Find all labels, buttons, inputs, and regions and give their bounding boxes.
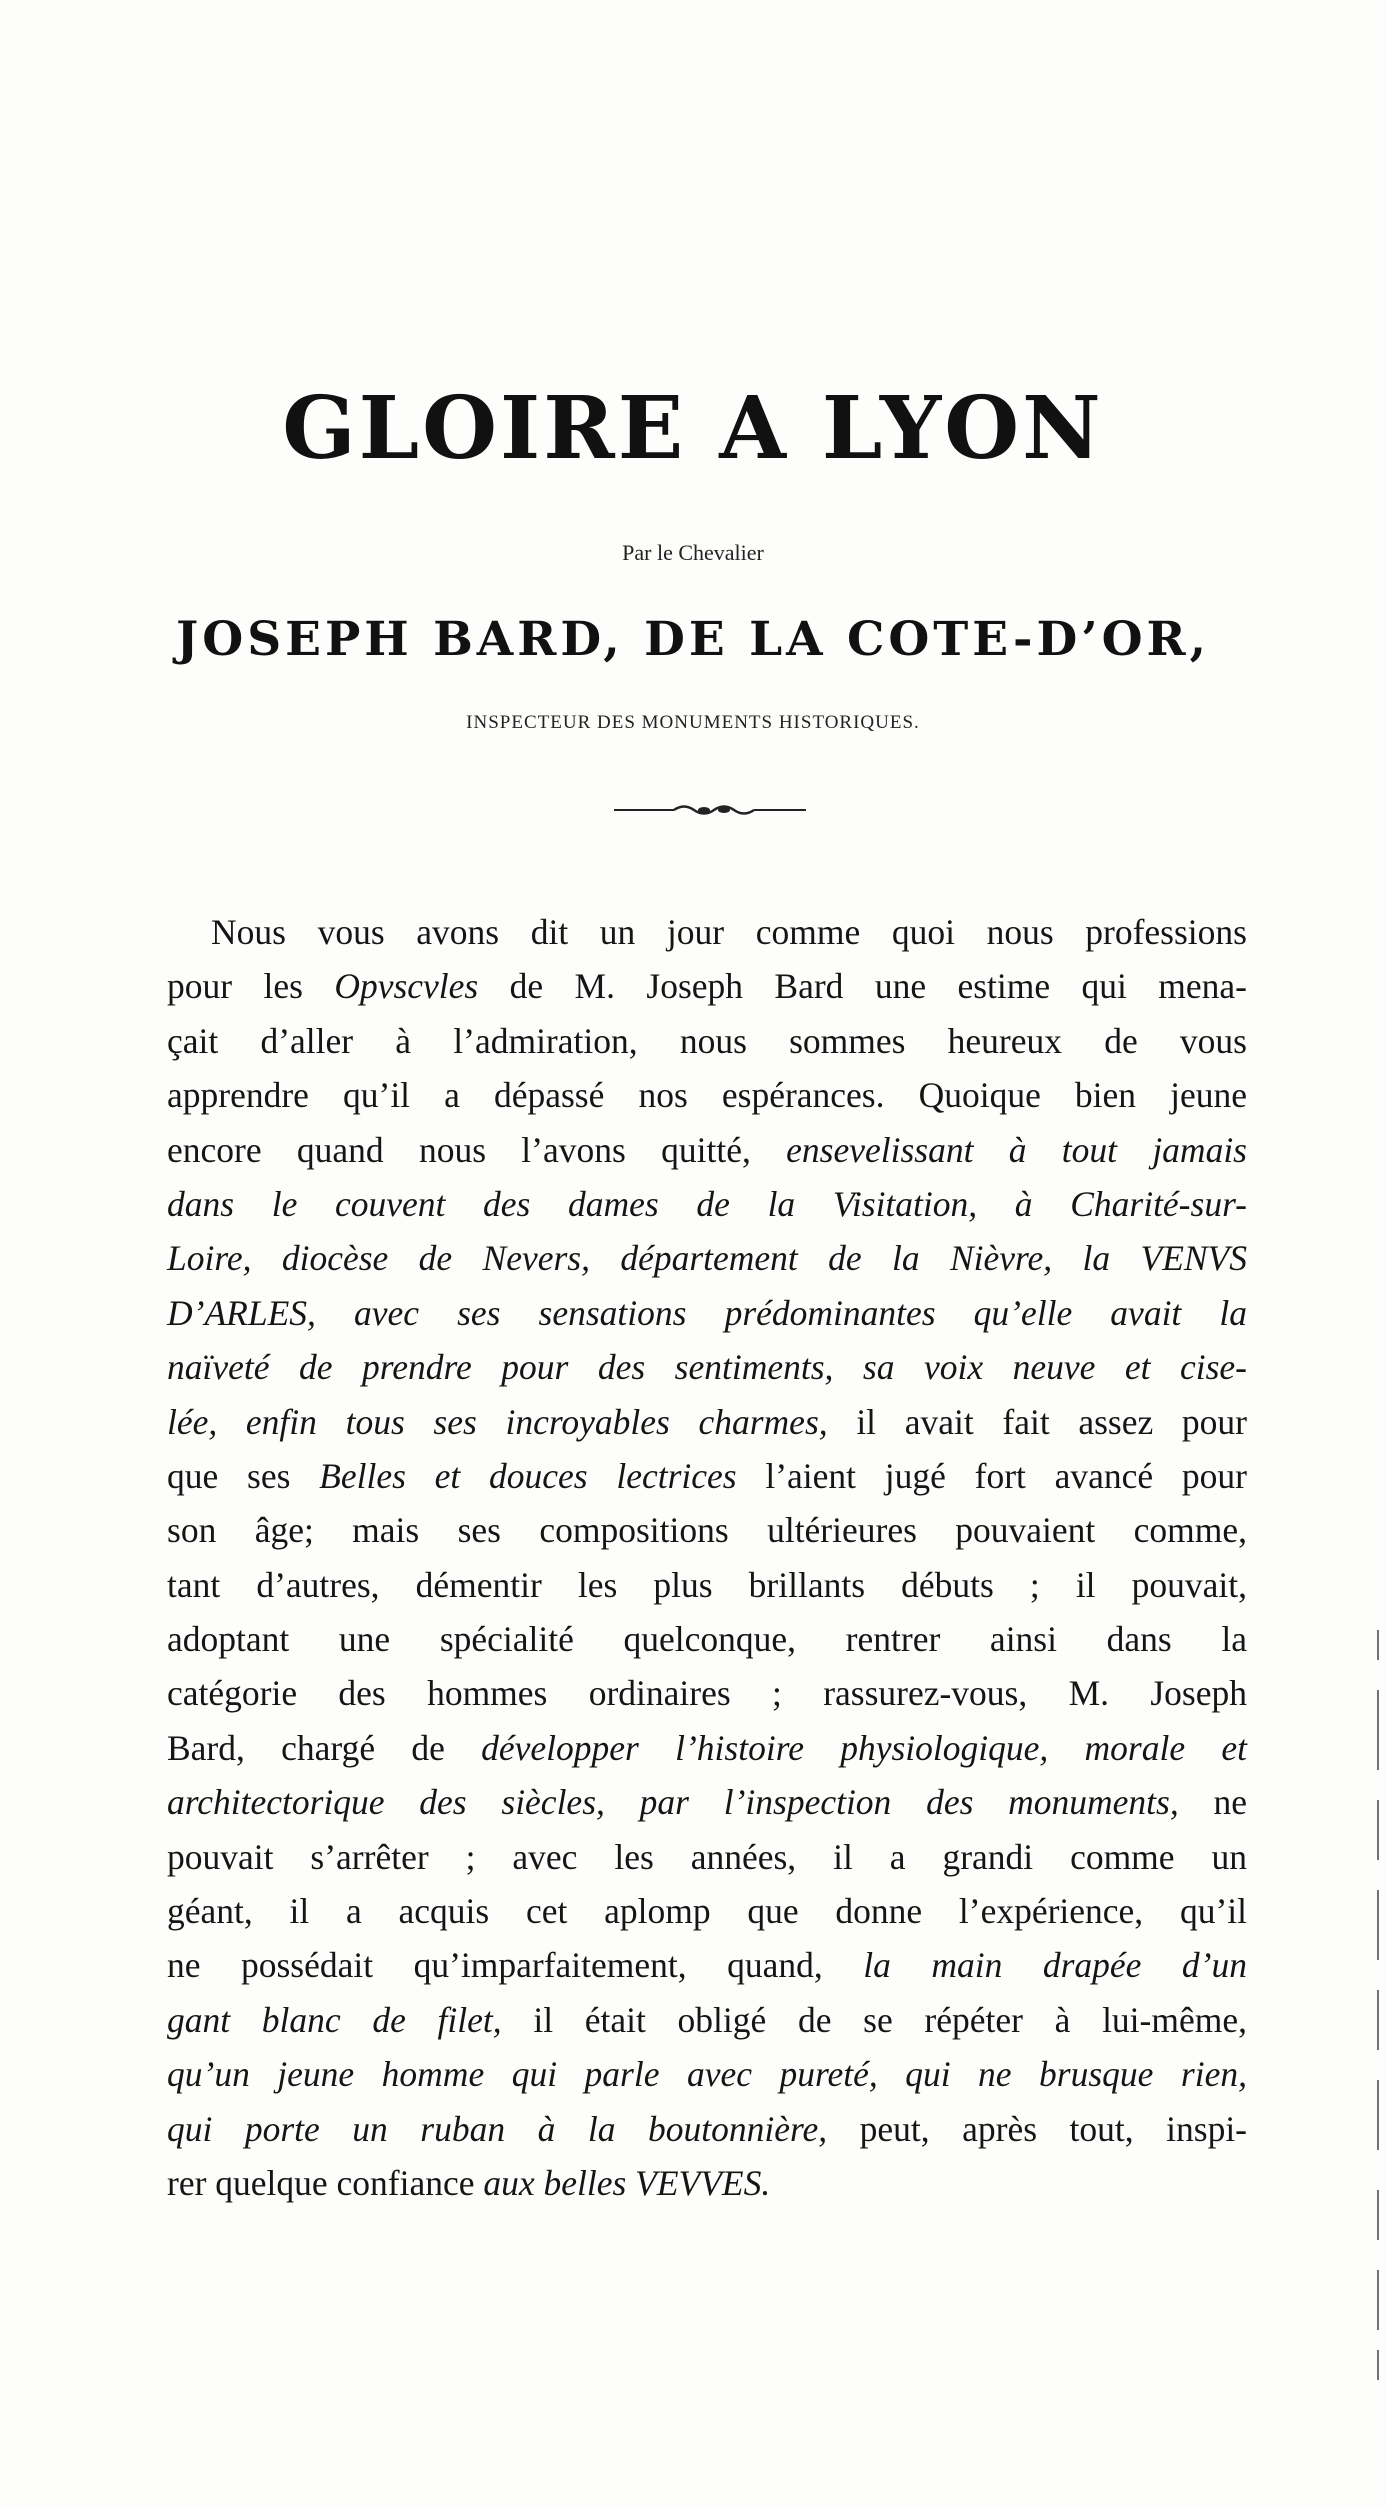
author-role: INSPECTEUR DES MONUMENTS HISTORIQUES.	[466, 712, 920, 733]
page-edge-marks	[1376, 1630, 1380, 2390]
text-run: adoptant une spécialité quelconque, rentrer ainsi dans la	[167, 1619, 1247, 1660]
italic-text: architectorique des siècles, par l’inspection des monuments,	[167, 1782, 1179, 1823]
byline: Par le Chevalier	[622, 540, 764, 565]
italic-text: ensevelissant à tout jamais	[786, 1129, 1248, 1170]
text-line	[167, 959, 1247, 1013]
italic-text: la main drapée d’un	[863, 1945, 1247, 1986]
body-paragraph	[167, 905, 1247, 2210]
text-run: ne	[1178, 1782, 1247, 1823]
text-run: Nous vous avons dit un jour comme quoi nous professions	[211, 912, 1247, 952]
text-line	[167, 1449, 1247, 1503]
text-line	[167, 1612, 1247, 1666]
text-line	[167, 1177, 1247, 1231]
text-line	[167, 1830, 1247, 1884]
text-run: encore quand nous l’avons quitté,	[167, 1129, 787, 1170]
text-run: apprendre qu’il a dépassé nos espérances. Quoique bien jeune	[167, 1075, 1247, 1116]
text-line	[167, 1068, 1247, 1122]
italic-text: lée, enfin tous ses incroyables charmes,	[167, 1401, 828, 1442]
text-line	[167, 1775, 1247, 1829]
text-line	[167, 1993, 1247, 2047]
text-run: de M. Joseph Bard une estime qui mena-	[478, 966, 1247, 1007]
text-line	[167, 1938, 1247, 1992]
text-line	[167, 1340, 1247, 1394]
text-line	[167, 2156, 1247, 2210]
text-run: tant d’autres, démentir les plus brillants débuts ; il pouvait,	[167, 1564, 1247, 1605]
italic-text: Opvscvles	[334, 966, 479, 1007]
text-run: il était obligé de se répéter à lui-même,	[501, 1999, 1247, 2040]
italic-text: qu’un jeune homme qui parle avec pureté, qui ne brusque rien,	[167, 2054, 1247, 2095]
italic-text: dans le couvent des dames de la Visitation, à Charité-sur-	[167, 1183, 1247, 1224]
italic-text: qui porte un ruban à la boutonnière,	[167, 2108, 828, 2149]
text-run: çait d’aller à l’admiration, nous sommes heureux de vous	[167, 1020, 1247, 1061]
text-line	[167, 1123, 1247, 1177]
text-run: Bard, chargé de	[167, 1727, 482, 1768]
text-run: il avait fait assez pour	[827, 1401, 1247, 1442]
text-line	[167, 1231, 1247, 1285]
text-line	[167, 1721, 1247, 1775]
text-line	[167, 905, 1247, 959]
text-line	[167, 1395, 1247, 1449]
page-title: GLOIRE A LYON	[282, 378, 1104, 479]
italic-text: gant blanc de filet,	[167, 1999, 502, 2040]
text-line	[167, 2047, 1247, 2101]
author-name: JOSEPH BARD, DE LA COTE-D’OR,	[176, 612, 1210, 667]
text-run: que ses	[167, 1455, 320, 1496]
italic-text: développer l’histoire physiologique, morale et	[481, 1727, 1247, 1768]
italic-text: aux belles VEVVES.	[483, 2162, 771, 2203]
text-line	[167, 1884, 1247, 1938]
italic-text: Loire, diocèse de Nevers, département de la Nièvre, la VENVS	[167, 1238, 1247, 1279]
italic-text: D’ARLES, avec ses sensations prédominantes qu’elle avait la	[167, 1292, 1247, 1333]
text-run: pouvait s’arrêter ; avec les années, il a grandi comme un	[167, 1836, 1247, 1877]
text-run: ne possédait qu’imparfaitement, quand,	[167, 1945, 864, 1986]
text-run: pour les	[167, 966, 335, 1007]
text-run: l’aient jugé fort avancé pour	[736, 1455, 1247, 1496]
ornament-divider-icon	[610, 800, 810, 820]
text-run: catégorie des hommes ordinaires ; rassurez-vous, M. Joseph	[167, 1673, 1247, 1714]
text-run: son âge; mais ses compositions ultérieures pouvaient comme,	[167, 1510, 1247, 1551]
text-line	[167, 1558, 1247, 1612]
text-line	[167, 1503, 1247, 1557]
text-run: géant, il a acquis cet aplomp que donne l’expérience, qu’il	[167, 1891, 1247, 1932]
text-run: rer quelque confiance	[167, 2162, 484, 2203]
text-line	[167, 1014, 1247, 1068]
text-run: peut, après tout, inspi-	[827, 2108, 1248, 2149]
italic-text: naïveté de prendre pour des sentiments, sa voix neuve et cise-	[167, 1347, 1247, 1388]
text-line	[167, 1666, 1247, 1720]
text-line	[167, 1286, 1247, 1340]
text-line	[167, 2102, 1247, 2156]
italic-text: Belles et douces lectrices	[319, 1455, 737, 1496]
